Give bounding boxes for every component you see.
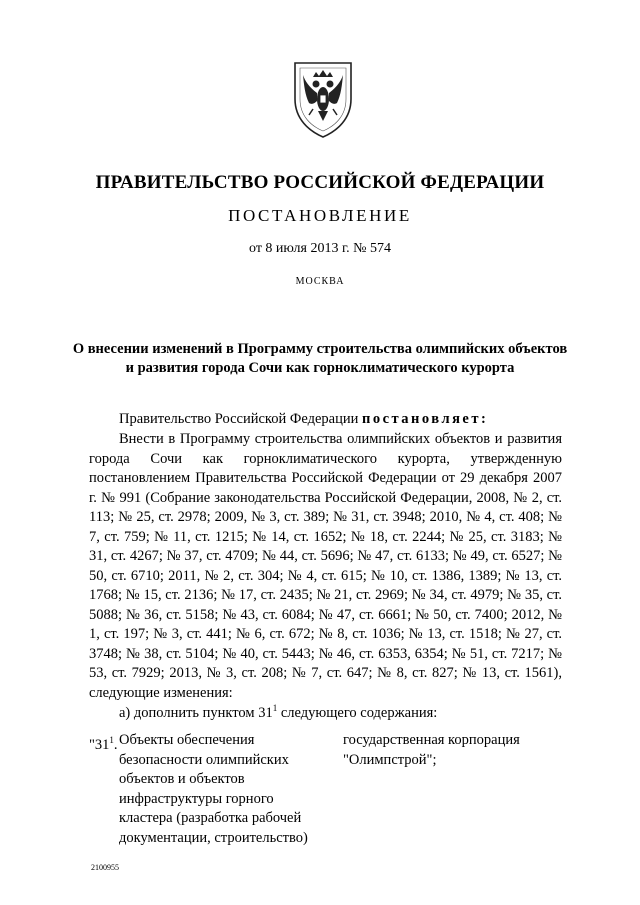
intro-text: Правительство Российской Федерации — [119, 411, 362, 427]
intro-line — [89, 410, 562, 430]
item-a-superscript: 1 — [272, 703, 278, 713]
coat-of-arms-emblem — [287, 57, 359, 139]
government-title: ПРАВИТЕЛЬСТВО РОССИЙСКОЙ ФЕДЕРАЦИИ — [95, 172, 545, 193]
item-a — [119, 703, 437, 722]
document-type: ПОСТАНОВЛЕНИЕ — [228, 206, 412, 225]
date-and-number: от 8 июля 2013 г. № 574 — [249, 241, 391, 256]
row-object-description: Объекты обеспечения безопасности олимпийских объектов и объектов инфраструктуры горного кластера (разработка рабочей документации, строительство) — [119, 732, 308, 846]
item-a-prefix: а) дополнить пунктом 31 — [119, 705, 273, 721]
item-a-suffix: следующего содержания: — [277, 705, 438, 721]
city-label: МОСКВА — [295, 276, 345, 287]
intro-resolves: постановляет: — [361, 411, 489, 427]
document-subject: О внесении изменений в Программу строительства олимпийских объектов и развития города Сочи как горноклиматического курорта — [72, 341, 568, 376]
row-number-suffix: . — [113, 737, 118, 753]
main-paragraph: Внести в Программу строительства олимпийских объектов и развития города Сочи как горноклиматического курорта, утвержденную постановлением Правительства Российской Федерации от 29 декабря 2007 г. № 991 (Собрание законодательства Российской Федерации, 2008, № 2, ст. 113; № 25, ст. 2978; 2009, № 3, ст. 389; № 31, ст. 3948; 2010, № 4, ст. 408; № 7, ст. 759; № 11, ст. 1215; № 14, ст. 1652; № 18, ст. 2244; № 25, ст. 3183; № 31, ст. 4267; № 37, ст. 4709; № 44, ст. 5696; № 47, ст. 6133; № 49, ст. 6527; № 50, ст. 6710; 2011, № 2, ст. 304; № 4, ст. 615; № 10, ст. 1386, 1389; № 13, ст. 1768; № 15, ст. 2136; № 17, ст. 2435; № 21, ст. 2969; № 34, ст. 4979; № 35, ст. 5088; № 36, ст. 5158; № 43, ст. 6084; № 47, ст. 6661; № 50, ст. 7400; 2012, № 1, ст. 197; № 3, ст. 441; № 6, ст. 672; № 8, ст. 1036; № 13, ст. 1518; № 27, ст. 3748; № 38, ст. 5104; № 40, ст. 5443; № 46, ст. 6353, 6354; № 51, ст. 7217; № 53, ст. 7929; 2013, № 3, ст. 208; № 7, ст. 647; № 8, ст. 827; № 13, ст. 1561), следующие изменения: — [89, 431, 562, 701]
row-number-superscript: 1 — [109, 735, 114, 745]
document-code: 2100955 — [91, 863, 119, 872]
row-executor: государственная корпорация "Олимпстрой"; — [343, 732, 520, 768]
row-number-prefix: "31 — [89, 737, 110, 753]
row-number — [89, 731, 118, 756]
